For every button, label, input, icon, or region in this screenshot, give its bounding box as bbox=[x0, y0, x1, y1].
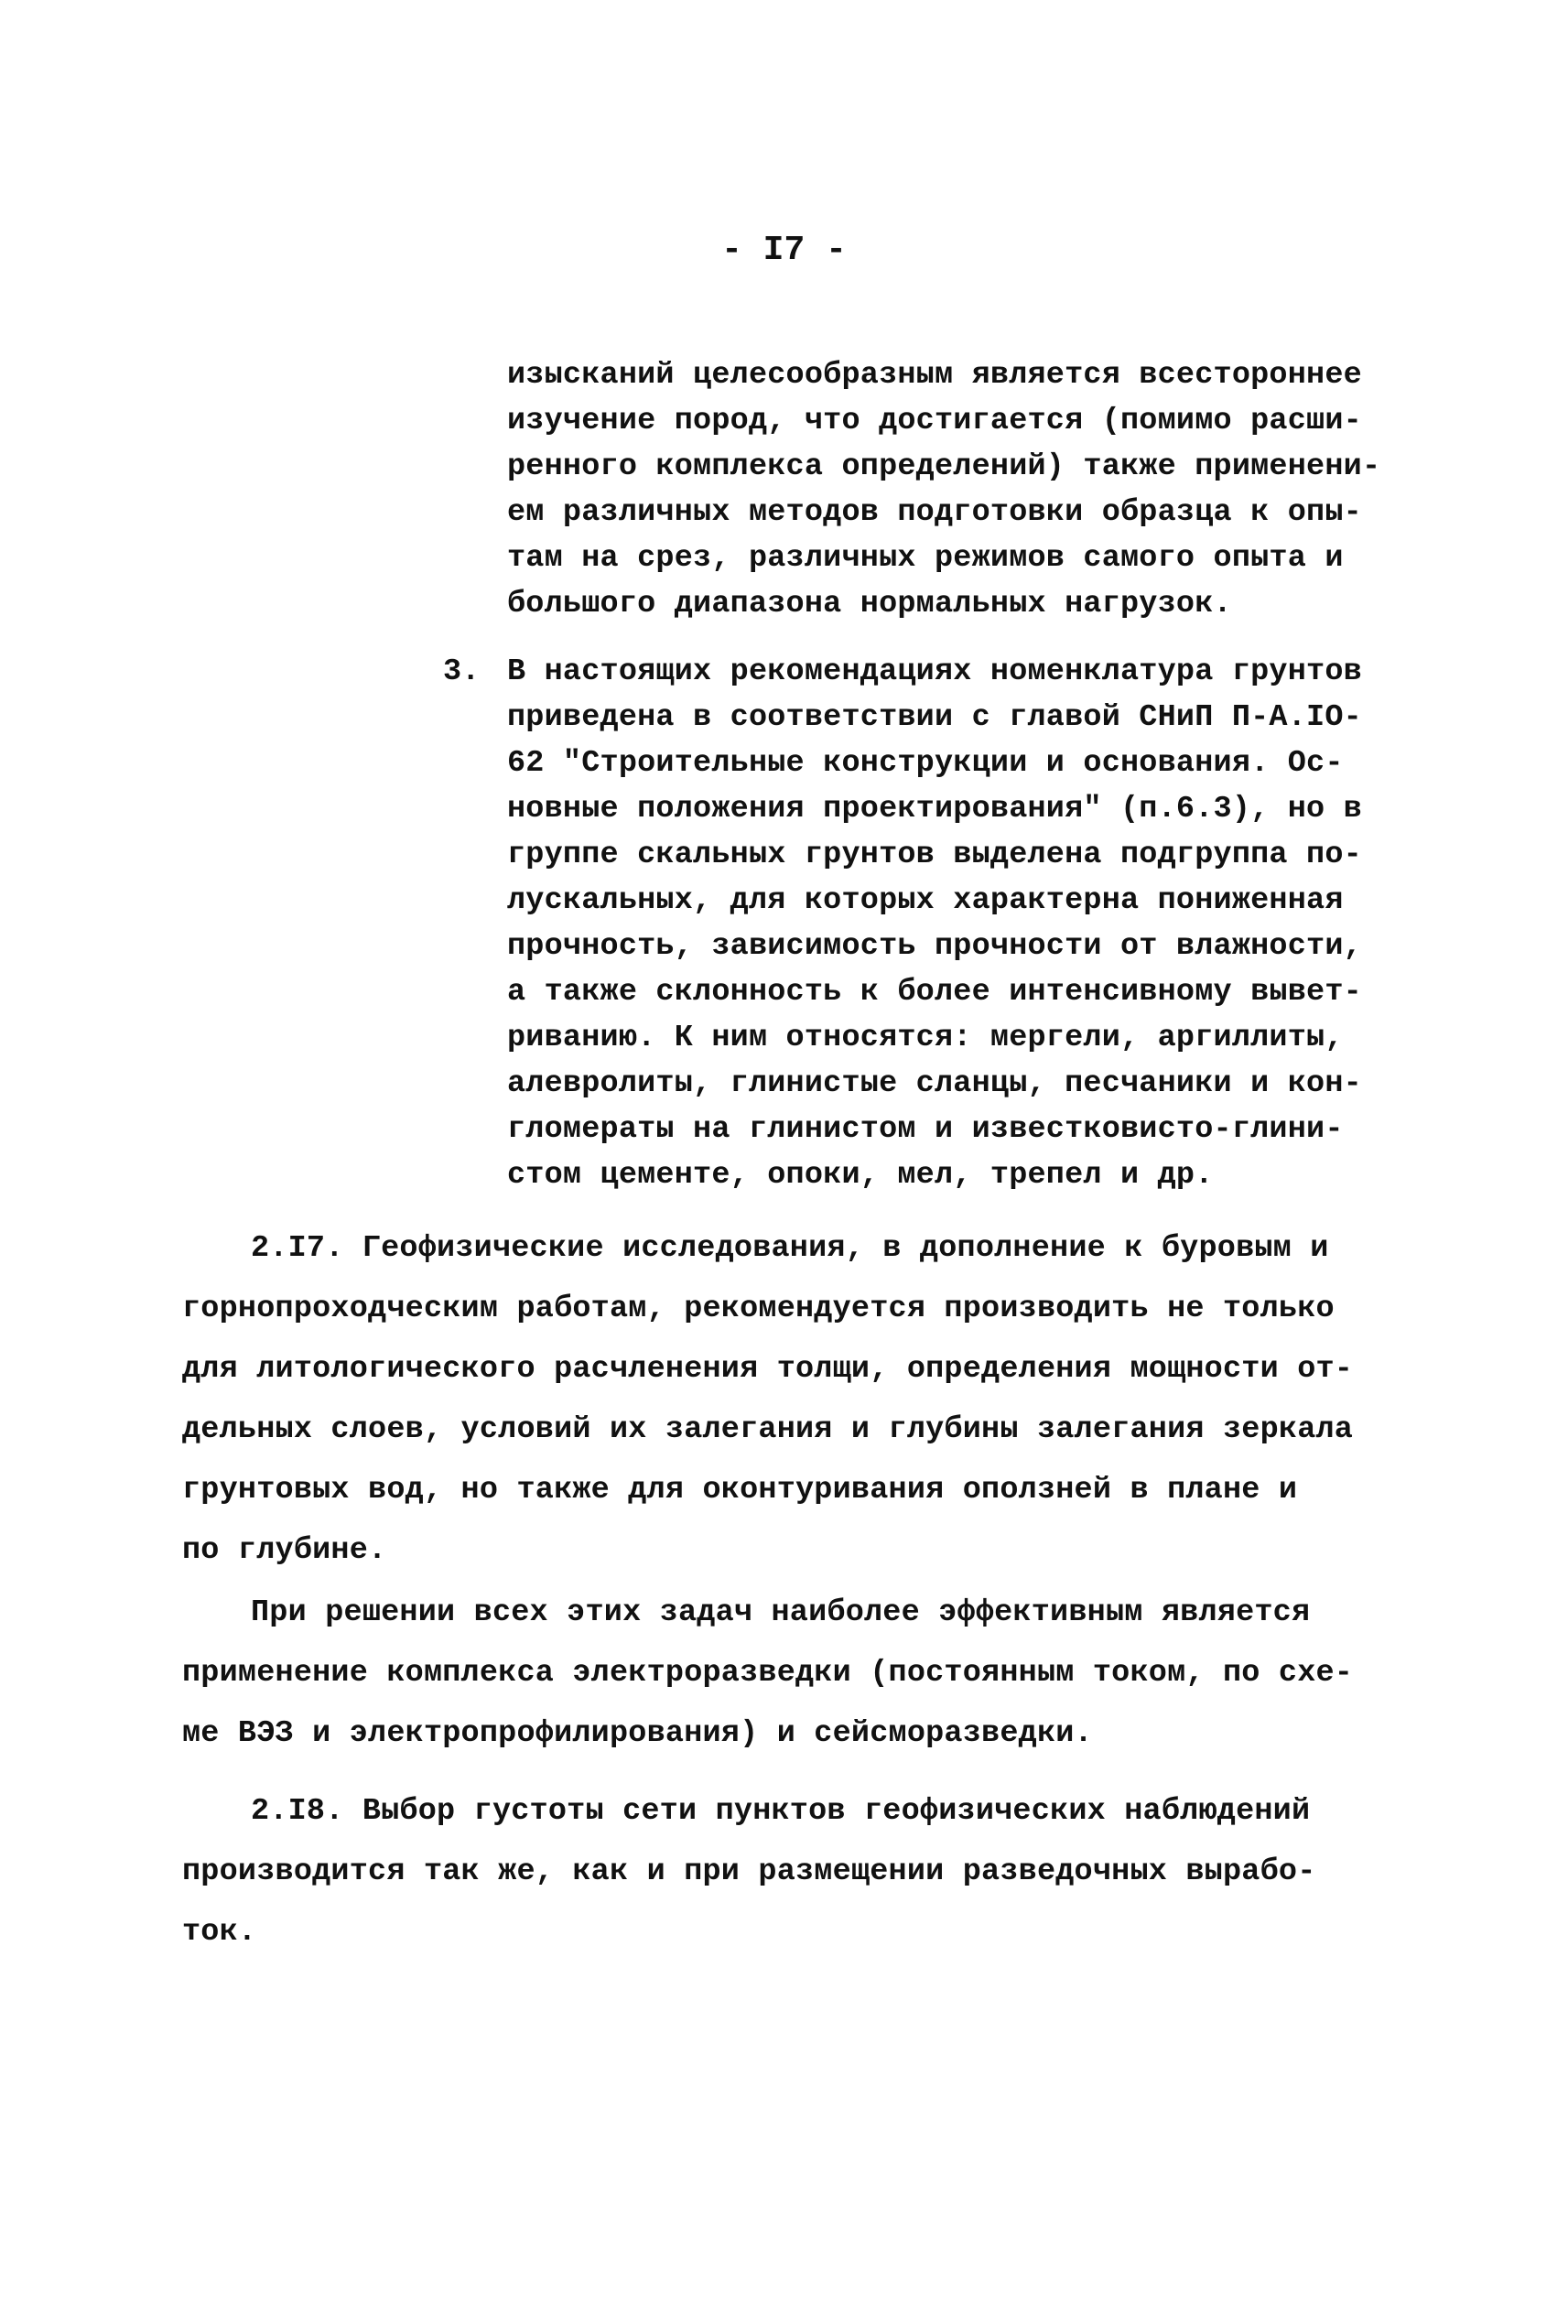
text-line: по глубине. bbox=[182, 1533, 387, 1568]
text-line: При решении всех этих задач наиболее эффективным является bbox=[251, 1595, 1311, 1630]
text-line: прочность, зависимость прочности от влажности, bbox=[507, 929, 1362, 964]
text-line: новные положения проектирования" (п.6.3), но в bbox=[507, 792, 1362, 827]
text-line: риванию. К ним относятся: мергели, аргиллиты, bbox=[507, 1021, 1344, 1055]
text-line: В настоящих рекомендациях номенклатура грунтов bbox=[507, 654, 1362, 689]
text-line: 2.I7. Геофизические исследования, в дополнение к буровым и bbox=[251, 1231, 1329, 1266]
text-line: стом цементе, опоки, мел, трепел и др. bbox=[507, 1158, 1214, 1193]
note-number: 3. bbox=[443, 654, 481, 689]
text-line: 62 "Строительные конструкции и основания. Ос- bbox=[507, 746, 1344, 781]
text-line: изучение пород, что достигается (помимо расши- bbox=[507, 404, 1362, 438]
text-line: применение комплекса электроразведки (постоянным током, по схе- bbox=[182, 1656, 1354, 1691]
text-line: для литологического расчленения толщи, определения мощности от- bbox=[182, 1352, 1354, 1387]
text-line: алевролиты, глинистые сланцы, песчаники и кон- bbox=[507, 1066, 1362, 1101]
text-line: горнопроходческим работам, рекомендуется производить не только bbox=[182, 1292, 1335, 1326]
text-line: большого диапазона нормальных нагрузок. bbox=[507, 587, 1232, 622]
text-line: группе скальных грунтов выделена подгруппа по- bbox=[507, 838, 1362, 872]
text-line: ренного комплекса определений) также применени- bbox=[507, 449, 1381, 484]
text-line: гломераты на глинистом и известковисто-глини- bbox=[507, 1112, 1344, 1147]
text-line: изысканий целесообразным является всестороннее bbox=[507, 358, 1362, 393]
page-number: - I7 - bbox=[721, 231, 847, 270]
text-line: дельных слоев, условий их залегания и глубины залегания зеркала bbox=[182, 1412, 1354, 1447]
text-line: ем различных методов подготовки образца к опы- bbox=[507, 495, 1362, 530]
text-line: лускальных, для которых характерна пониженная bbox=[507, 883, 1344, 918]
text-line: ме ВЭЗ и электропрофилирования) и сейсморазведки. bbox=[182, 1716, 1093, 1751]
text-line: 2.I8. Выбор густоты сети пунктов геофизических наблюдений bbox=[251, 1794, 1311, 1829]
text-line: ток. bbox=[182, 1915, 257, 1950]
text-line: а также склонность к более интенсивному вывет- bbox=[507, 975, 1362, 1010]
text-line: там на срез, различных режимов самого опыта и bbox=[507, 541, 1344, 576]
text-line: грунтовых вод, но также для оконтуривания оползней в плане и bbox=[182, 1473, 1298, 1508]
text-line: приведена в соответствии с главой СНиП П-А.IO- bbox=[507, 700, 1362, 735]
text-line: производится так же, как и при размещении разведочных вырабо- bbox=[182, 1854, 1316, 1889]
